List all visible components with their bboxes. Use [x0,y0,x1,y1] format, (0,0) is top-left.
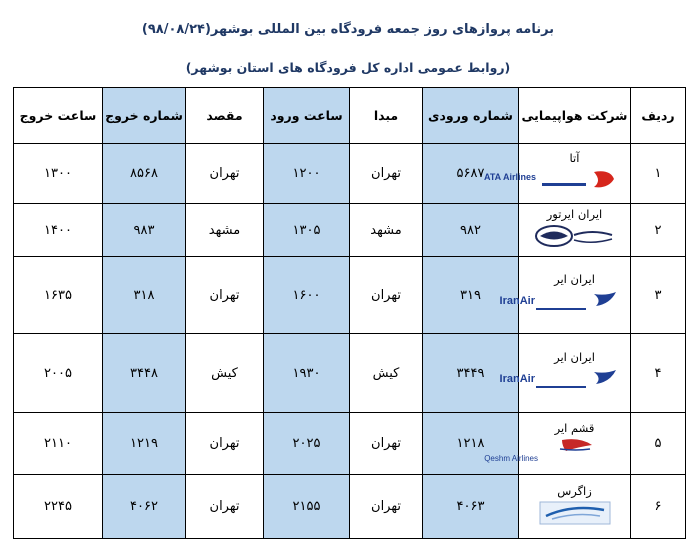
table-row [14,257,686,334]
departure-number-cell: ۳۱۸ [103,257,186,334]
origin-cell: کیش [350,334,423,413]
iran-air-logo [499,366,618,396]
row-number-cell: ۵ [631,413,686,475]
arrival-time-cell: ۱۶۰۰ [264,257,350,334]
row-number-cell: ۲ [631,204,686,257]
svg-text:ATA Airlines: ATA Airlines [483,171,536,182]
arrival-time-cell: ۱۹۳۰ [264,334,350,413]
table-row [14,475,686,539]
airline-name: زاگرس [557,483,592,498]
departure-time-cell: ۱۶۳۵ [14,257,103,334]
arrival-number-cell: ۴۰۶۳ [423,475,519,539]
departure-number-cell: ۹۸۳ [103,204,186,257]
arrival-time-cell: ۲۱۵۵ [264,475,350,539]
row-number-cell: ۱ [631,144,686,204]
origin-cell: تهران [350,144,423,204]
header-arrival-time: ساعت ورود [264,88,350,144]
table-row [14,204,686,257]
departure-time-cell: ۲۲۴۵ [14,475,103,539]
airline-cell [519,204,631,257]
arrival-time-cell: ۱۲۰۰ [264,144,350,204]
departure-time-cell: ۱۳۰۰ [14,144,103,204]
departure-time-cell: ۲۱۱۰ [14,413,103,475]
arrival-number-cell: ۳۱۹ [423,257,519,334]
airline-cell [499,334,631,413]
qeshm-air-logo [483,437,618,467]
header-airline: شرکت هواپیمایی [519,88,631,144]
zagros-airlines-logo [532,500,618,530]
arrival-time-cell: ۱۳۰۵ [264,204,350,257]
airline-name: آتا [569,150,580,165]
airline-cell [499,257,631,334]
table-row [14,144,686,204]
arrival-number-cell: ۹۸۲ [423,204,519,257]
departure-number-cell: ۳۴۴۸ [103,334,186,413]
svg-text:IranAir: IranAir [499,295,535,307]
departure-number-cell: ۱۲۱۹ [103,413,186,475]
departure-time-cell: ۲۰۰۵ [14,334,103,413]
origin-cell: تهران [350,413,423,475]
header-row-number: ردیف [631,88,686,144]
origin-cell: مشهد [350,204,423,257]
header-destination: مقصد [186,88,264,144]
page-title: برنامه پروازهای روز جمعه فرودگاه بین المللی بوشهر(۹۸/۰۸/۲۴) [141,22,555,37]
arrival-number-cell: ۱۲۱۸ [423,413,519,475]
row-number-cell: ۳ [631,257,686,334]
airline-name: ایران ایر [554,272,595,286]
header-origin: مبدا [350,88,423,144]
airline-cell [519,475,631,539]
header-departure-number: شماره خروج [103,88,186,144]
ata-airlines-logo [483,167,618,197]
departure-number-cell: ۴۰۶۲ [103,475,186,539]
row-number-cell: ۴ [631,334,686,413]
table-header-row [14,88,686,144]
destination-cell: تهران [186,257,264,334]
header-departure-time: ساعت خروج [14,88,103,144]
airline-name: ایران ایر [554,350,595,364]
destination-cell: کیش [186,334,264,413]
destination-cell: تهران [186,413,264,475]
airline-cell [483,144,631,204]
table-row [14,334,686,413]
table-row [14,413,686,475]
svg-text:Qeshm Airlines: Qeshm Airlines [483,453,538,463]
arrival-number-cell: ۳۴۴۹ [423,334,519,413]
origin-cell: تهران [350,475,423,539]
row-number-cell: ۶ [631,475,686,539]
departure-number-cell: ۸۵۶۸ [103,144,186,204]
arrival-number-cell: ۵۶۸۷ [423,144,519,204]
page-subtitle: (روابط عمومی اداره کل فرودگاه های استان بوشهر) [185,60,511,75]
flight-schedule-table [13,87,686,539]
iran-air-logo [499,288,618,318]
origin-cell: تهران [350,257,423,334]
header-arrival-number: شماره ورودی [423,88,519,144]
iran-airtour-logo [532,223,618,253]
destination-cell: تهران [186,144,264,204]
airline-cell [483,413,631,475]
destination-cell: مشهد [186,204,264,257]
arrival-time-cell: ۲۰۲۵ [264,413,350,475]
airline-name: قشم ایر [554,420,595,435]
svg-text:IranAir: IranAir [499,373,535,385]
departure-time-cell: ۱۴۰۰ [14,204,103,257]
airline-name: ایران ایرتور [546,207,603,221]
destination-cell: تهران [186,475,264,539]
